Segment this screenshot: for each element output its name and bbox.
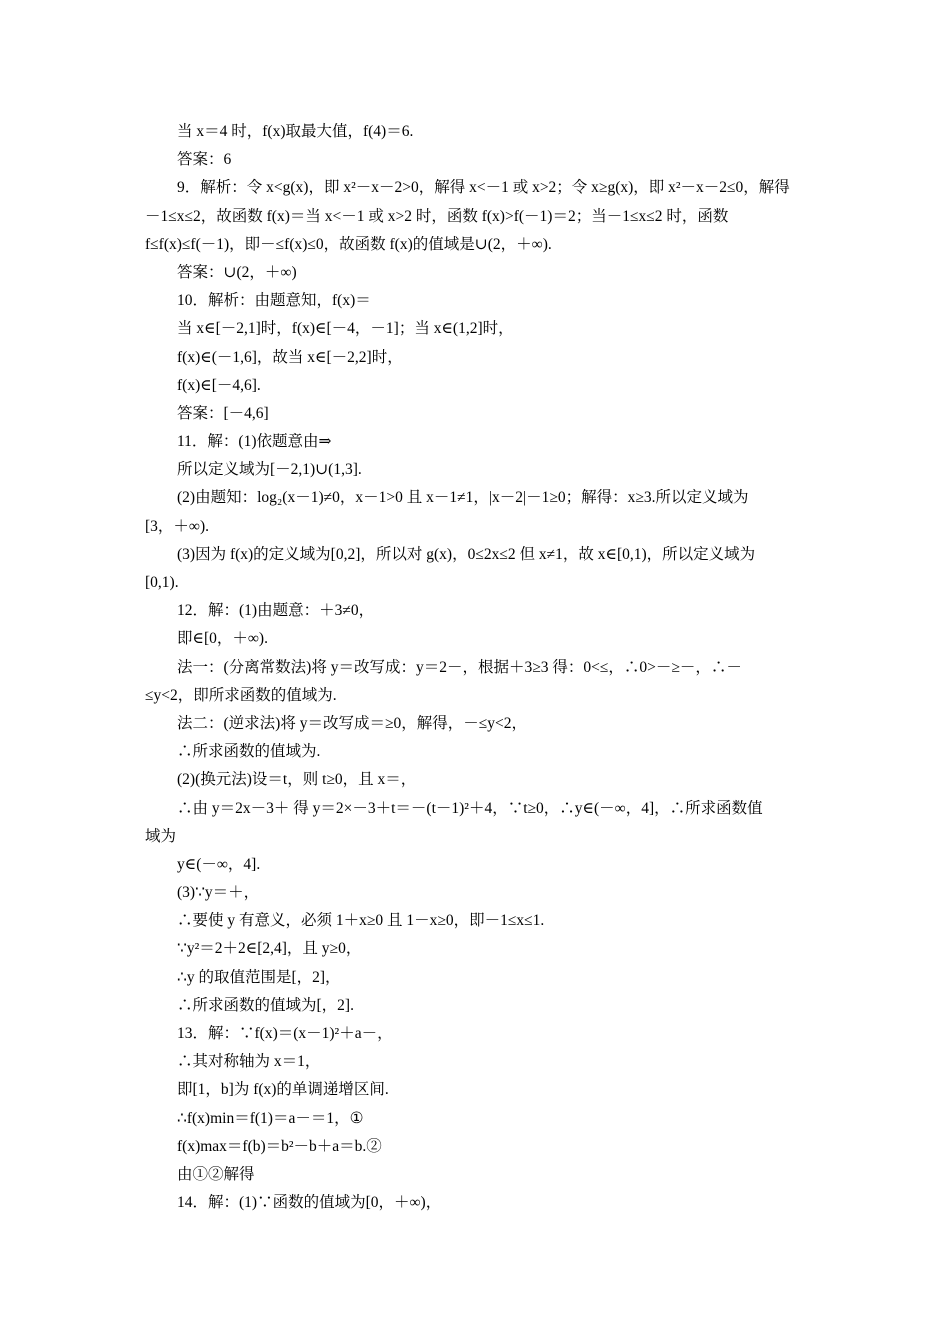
answer-line: 答案：6 — [177, 151, 232, 169]
text-line: (3)∵y＝＋， — [177, 884, 260, 902]
text-line: ≤y<2，即所求函数的值域为. — [145, 686, 337, 704]
text-line: 所以定义域为[－2,1)∪(1,3]. — [177, 461, 362, 479]
text-line: f(x)max＝f(b)＝b²－b＋a＝b.② — [177, 1137, 382, 1155]
text-line: ∵y²＝2＋2∈[2,4]，且 y≥0， — [177, 940, 362, 958]
text-line: f≤f(x)≤f(－1)，即－≤f(x)≤0，故函数 f(x)的值域是∪(2，＋∞). — [145, 235, 552, 253]
text-line: 即[1，b]为 f(x)的单调递增区间. — [177, 1081, 389, 1099]
problem-14-line: 14．解：(1)∵函数的值域为[0，＋∞)， — [177, 1194, 442, 1212]
problem-10-line: 10．解析：由题意知，f(x)＝ — [177, 292, 371, 310]
text-line: ∴所求函数的值域为[，2]. — [177, 996, 354, 1014]
text-line: ∴y 的取值范围是[，2]， — [177, 968, 341, 986]
text-line: ∴要使 y 有意义，必须 1＋x≥0 且 1－x≥0，即－1≤x≤1. — [177, 912, 545, 930]
text-line: 当 x∈[－2,1]时，f(x)∈[－4，－1]；当 x∈(1,2]时， — [177, 320, 514, 338]
text-line: 即∈[0，＋∞). — [177, 630, 268, 648]
text-line: (2)由题知：log₂(x－1)≠0，x－1>0 且 x－1≠1，|x－2|－1≥0；解得：x≥3.所以定义域为 — [177, 489, 749, 507]
method-one-line: 法一：(分离常数法)将 y＝改写成：y＝2－，根据＋3≥3 得：0<≤，∴0>－≥－，∴－ — [177, 658, 742, 676]
text-line: ∴其对称轴为 x＝1， — [177, 1053, 321, 1071]
text-line: 域为 — [145, 827, 177, 845]
document-page — [145, 118, 810, 1217]
text-line: [3，＋∞). — [145, 517, 209, 535]
text-line: －1≤x≤2，故函数 f(x)＝当 x<－1 或 x>2 时，函数 f(x)>f(－1)＝2；当－1≤x≤2 时，函数 — [145, 207, 729, 225]
text-line: ∴f(x)min＝f(1)＝a－＝1，① — [177, 1109, 364, 1127]
problem-11-line: 11．解：(1)依题意由⇒ — [177, 433, 332, 451]
answer-line: 答案：∪(2，＋∞) — [177, 263, 297, 281]
text-line: y∈(－∞，4]. — [177, 855, 261, 873]
text-line: [0,1). — [145, 574, 179, 591]
text-line: ∴所求函数的值域为. — [177, 743, 321, 761]
problem-9-line: 9．解析：令 x<g(x)，即 x²－x－2>0，解得 x<－1 或 x>2；令 x≥g(x)，即 x²－x－2≤0，解得 — [177, 179, 790, 197]
problem-12-line: 12．解：(1)由题意：＋3≠0， — [177, 602, 375, 620]
text-line: 当 x＝4 时，f(x)取最大值，f(4)＝6. — [177, 123, 414, 140]
problem-13-line: 13．解：∵f(x)＝(x－1)²＋a－， — [177, 1025, 393, 1042]
text-line: 由①②解得 — [177, 1165, 255, 1183]
method-two-line: 法二：(逆求法)将 y＝改写成＝≥0，解得，－≤y<2， — [177, 714, 527, 732]
text-line: (2)(换元法)设＝t，则 t≥0，且 x＝， — [177, 771, 417, 789]
text-line: (3)因为 f(x)的定义域为[0,2]，所以对 g(x)，0≤2x≤2 但 x≠1，故 x∈[0,1)，所以定义域为 — [177, 545, 756, 563]
text-line: f(x)∈[－4,6]. — [177, 376, 261, 394]
text-line: ∴由 y＝2x－3＋ 得 y＝2×－3＋t＝－(t－1)²＋4，∵t≥0，∴y∈(－∞，4]，∴所求函数值 — [177, 799, 763, 817]
text-line: f(x)∈(－1,6]，故当 x∈[－2,2]时， — [177, 348, 403, 366]
answer-line: 答案：[－4,6] — [177, 404, 269, 422]
